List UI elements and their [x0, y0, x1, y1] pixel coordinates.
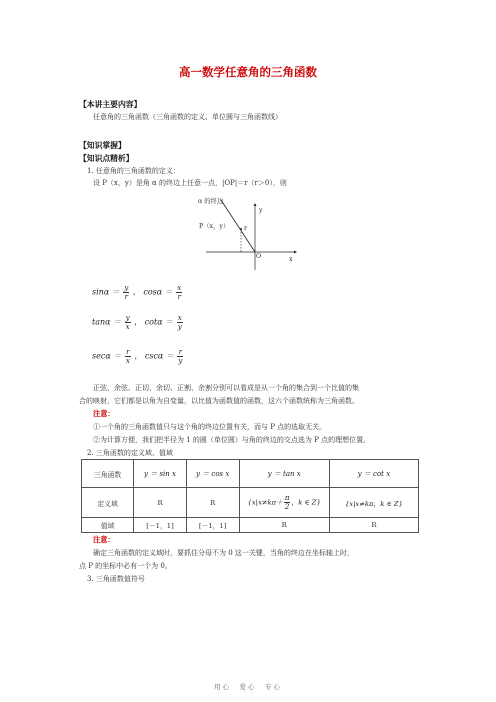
cot-numerator: x [177, 314, 182, 322]
item1-title: 1. 任意角的三角函数的定义： [87, 167, 180, 175]
origin-label: O [256, 253, 262, 260]
table-row-domain [82, 488, 419, 518]
item2-title: 2. 三角函数的定义域、值域 [87, 449, 173, 457]
tan-fraction [125, 314, 131, 331]
table-header-cell: y ＝ tan x [239, 460, 329, 488]
item1-definition-line: 设 P（x，y）是角 α 的终边上任意一点，|OP|＝r（r＞0），则 [93, 179, 287, 187]
table-row-range [82, 518, 419, 533]
functions-table [81, 459, 419, 533]
formula-row-sin-cos [92, 284, 183, 301]
table-cell: [－1，1] [134, 518, 187, 533]
table-cell: R [134, 488, 187, 518]
formula-row-sec-csc [92, 348, 184, 365]
radius-label: r [244, 225, 248, 232]
y-axis-arrow [254, 203, 257, 206]
x-axis-arrow [294, 251, 297, 254]
separator: ， [134, 351, 143, 361]
note-line: 点 P 的坐标中必有一个为 0。 [79, 562, 172, 570]
sin-numerator: y [124, 284, 129, 292]
separator: ， [132, 287, 141, 297]
cot-lhs: cotα ＝ [144, 317, 174, 327]
table-cell-tan-domain [239, 488, 329, 518]
cos-denominator: r [177, 293, 181, 301]
formula-row-tan-cot [92, 314, 184, 331]
section-heading-content: 【本讲主要内容】 [79, 100, 142, 109]
table-header-cell: y ＝ cot x [329, 460, 418, 488]
separator: ， [134, 317, 143, 327]
table-cell: R [329, 518, 418, 533]
pi-over-2-fraction [284, 494, 291, 511]
cos-numerator: x [177, 284, 182, 292]
tan-lhs: tanα ＝ [92, 317, 122, 327]
table-cell: R [239, 518, 329, 533]
point-p-label: P（x，y） [199, 223, 230, 230]
terminal-side-label: α 的终边 [198, 198, 224, 205]
sec-fraction [125, 348, 131, 365]
page-title: 高一数学任意角的三角函数 [179, 65, 317, 79]
table-header-row [82, 460, 419, 488]
cos-fraction [176, 284, 182, 301]
note-label: 注意： [93, 409, 115, 418]
tan-domain-suffix: ，k ∈ Z} [291, 498, 321, 507]
paragraph-line: 正弦、余弦、正切、余切、正割、余割分别可以看成是从一个角的集合到一个比值的集 [93, 384, 359, 392]
paragraph-line: 合的映射，它们都是以角为自变量，以比值为函数值的函数，这六个函数统称为三角函数。 [79, 397, 359, 405]
sin-fraction [123, 284, 129, 301]
note-line: 确定三角函数的定义域时，要抓住分母不为 0 这一关键，当角的终边在坐标轴上时， [93, 549, 354, 557]
table-cell: [－1，1] [186, 518, 239, 533]
table-cell: 定义域 [82, 488, 134, 518]
sec-lhs: secα ＝ [92, 351, 122, 361]
csc-lhs: cscα ＝ [144, 351, 174, 361]
y-axis-label: y [259, 207, 263, 214]
two-denominator: 2 [284, 503, 290, 511]
note-label: 注意： [93, 535, 115, 544]
csc-fraction [177, 348, 183, 365]
tan-denominator: x [125, 323, 130, 331]
section-heading-knowledge: 【知识掌握】 [79, 141, 126, 150]
table-header-cell: y ＝ sin x [134, 460, 187, 488]
table-cell: {x|x≠kπ，k ∈ Z} [329, 488, 418, 518]
note-line: ②为计算方便，我们把半径为 1 的圆（单位圆）与角的终边的交点选为 P 点的理想位置。 [93, 436, 371, 444]
tan-numerator: y [125, 314, 130, 322]
csc-numerator: r [178, 348, 183, 356]
pi-numerator: π [284, 494, 290, 502]
csc-denominator: y [178, 357, 183, 365]
sec-numerator: r [126, 348, 130, 356]
sec-denominator: x [125, 357, 130, 365]
table-cell: R [186, 488, 239, 518]
cot-fraction [177, 314, 183, 331]
table-header-cell: y ＝ cos x [186, 460, 239, 488]
content-summary: 任意角的三角函数（三角函数的定义、单位圆与三角函数线） [93, 113, 282, 121]
sin-denominator: r [124, 293, 128, 301]
table-header-cell: 三角函数 [82, 460, 134, 488]
note-line: ①一个角的三角函数值只与这个角的终边位置有关，而与 P 点的选取无关。 [93, 423, 327, 431]
table-cell: 值域 [82, 518, 134, 533]
sin-lhs: sinα ＝ [92, 287, 120, 297]
tan-domain-prefix: {x|x≠kπ＋ [247, 498, 283, 507]
section-subheading-analysis: 【知识点精析】 [79, 154, 134, 163]
x-axis-label: x [289, 256, 293, 263]
page-footer: 用心 爱心 专心 [214, 683, 282, 691]
cos-lhs: cosα ＝ [143, 287, 173, 297]
cot-denominator: y [177, 323, 182, 331]
item3-title: 3. 三角函数值符号 [87, 575, 145, 583]
point-p [240, 228, 242, 230]
